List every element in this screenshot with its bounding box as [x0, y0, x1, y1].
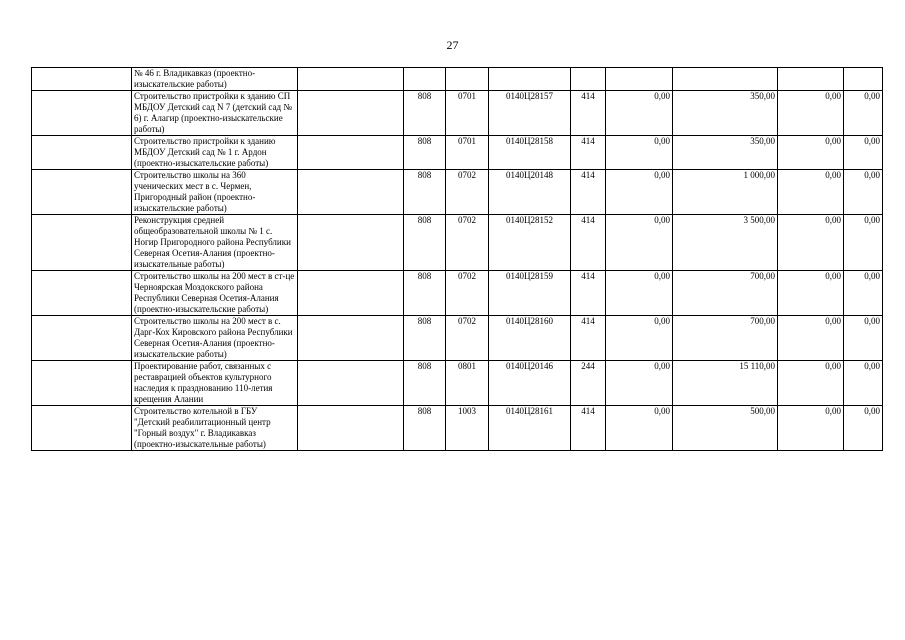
- cell-section-code: 0801: [446, 361, 489, 406]
- cell-section-code: [446, 68, 489, 91]
- cell-value-4: 0,00: [844, 271, 883, 316]
- cell-ministry-code: 808: [404, 316, 446, 361]
- cell-value-3: 0,00: [778, 215, 844, 271]
- cell-value-2: 350,00: [673, 136, 778, 170]
- cell-target-code: 0140Ц28158: [489, 136, 571, 170]
- cell-ministry-code: 808: [404, 406, 446, 451]
- cell-value-2: 700,00: [673, 316, 778, 361]
- cell-ministry-code: 808: [404, 136, 446, 170]
- cell-value-1: 0,00: [606, 271, 673, 316]
- cell-value-3: 0,00: [778, 316, 844, 361]
- cell-value-4: 0,00: [844, 316, 883, 361]
- cell-expense-type: [571, 68, 606, 91]
- cell-expense-type: 414: [571, 215, 606, 271]
- table-row: [32, 91, 883, 136]
- cell-value-2: 500,00: [673, 406, 778, 451]
- cell-expense-type: 414: [571, 406, 606, 451]
- cell-value-1: 0,00: [606, 406, 673, 451]
- table-row: [32, 316, 883, 361]
- empty-cell: [32, 361, 132, 406]
- empty-cell: [32, 406, 132, 451]
- table-row: [32, 68, 883, 91]
- cell-value-3: 0,00: [778, 136, 844, 170]
- cell-name: Реконструкция средней общеобразовательной школы № 1 с. Ногир Пригородного района Республики Северная Осетия-Алания (проектно-изыскательные работы): [132, 215, 298, 271]
- page-number: 27: [446, 38, 459, 52]
- cell-target-code: [489, 68, 571, 91]
- cell-name: Строительство пристройки к зданию СП МБДОУ Детский сад N 7 (детский сад № 6) г. Алагир (проектно-изыскательские работы): [132, 91, 298, 136]
- cell-value-4: [844, 68, 883, 91]
- cell-value-3: [778, 68, 844, 91]
- cell-target-code: 0140Ц28159: [489, 271, 571, 316]
- empty-cell: [298, 170, 404, 215]
- cell-expense-type: 414: [571, 136, 606, 170]
- cell-value-1: 0,00: [606, 316, 673, 361]
- empty-cell: [32, 91, 132, 136]
- cell-target-code: 0140Ц20146: [489, 361, 571, 406]
- empty-cell: [298, 406, 404, 451]
- empty-cell: [298, 68, 404, 91]
- empty-cell: [32, 170, 132, 215]
- empty-cell: [32, 271, 132, 316]
- cell-value-4: 0,00: [844, 406, 883, 451]
- cell-section-code: 0702: [446, 271, 489, 316]
- cell-name: Строительство школы на 360 ученических мест в с. Чермен, Пригородный район (проектно-изыскательские работы): [132, 170, 298, 215]
- empty-cell: [298, 361, 404, 406]
- cell-value-3: 0,00: [778, 361, 844, 406]
- cell-expense-type: 414: [571, 271, 606, 316]
- cell-section-code: 0701: [446, 136, 489, 170]
- cell-section-code: 0702: [446, 316, 489, 361]
- cell-value-2: 1 000,00: [673, 170, 778, 215]
- cell-ministry-code: 808: [404, 170, 446, 215]
- cell-value-2: 350,00: [673, 91, 778, 136]
- empty-cell: [298, 91, 404, 136]
- cell-target-code: 0140Ц28161: [489, 406, 571, 451]
- budget-table: [31, 67, 883, 451]
- cell-section-code: 0702: [446, 215, 489, 271]
- cell-name: Строительство школы на 200 мест в с. Дарг-Кох Кировского района Республики Северная Осетия-Алания (проектно-изыскательские работы): [132, 316, 298, 361]
- cell-value-3: 0,00: [778, 170, 844, 215]
- cell-expense-type: 244: [571, 361, 606, 406]
- empty-cell: [32, 316, 132, 361]
- cell-name: Строительство школы на 200 мест в ст-це Черноярская Моздокского района Республики Северная Осетия-Алания (проектно-изыскательские работы): [132, 271, 298, 316]
- cell-value-4: 0,00: [844, 361, 883, 406]
- cell-target-code: 0140Ц28157: [489, 91, 571, 136]
- cell-target-code: 0140Ц20148: [489, 170, 571, 215]
- cell-value-4: 0,00: [844, 170, 883, 215]
- empty-cell: [298, 271, 404, 316]
- cell-ministry-code: 808: [404, 271, 446, 316]
- cell-value-1: 0,00: [606, 91, 673, 136]
- cell-section-code: 0701: [446, 91, 489, 136]
- cell-value-3: 0,00: [778, 406, 844, 451]
- table-row: [32, 406, 883, 451]
- cell-name: № 46 г. Владикавказ (проектно-изыскательские работы): [132, 68, 298, 91]
- table-body: [32, 68, 883, 451]
- cell-ministry-code: 808: [404, 215, 446, 271]
- cell-name: Строительство пристройки к зданию МБДОУ Детский сад № 1 г. Ардон (проектно-изыскательские работы): [132, 136, 298, 170]
- cell-section-code: 1003: [446, 406, 489, 451]
- cell-value-4: 0,00: [844, 91, 883, 136]
- cell-value-1: 0,00: [606, 136, 673, 170]
- table-row: [32, 170, 883, 215]
- cell-value-1: 0,00: [606, 361, 673, 406]
- cell-expense-type: 414: [571, 170, 606, 215]
- empty-cell: [298, 316, 404, 361]
- cell-target-code: 0140Ц28152: [489, 215, 571, 271]
- cell-section-code: 0702: [446, 170, 489, 215]
- cell-ministry-code: 808: [404, 361, 446, 406]
- empty-cell: [32, 136, 132, 170]
- cell-value-3: 0,00: [778, 91, 844, 136]
- cell-value-1: [606, 68, 673, 91]
- cell-expense-type: 414: [571, 316, 606, 361]
- cell-value-2: 3 500,00: [673, 215, 778, 271]
- table-row: [32, 271, 883, 316]
- cell-value-4: 0,00: [844, 215, 883, 271]
- cell-value-2: 15 110,00: [673, 361, 778, 406]
- table-row: [32, 136, 883, 170]
- cell-name: Строительство котельной в ГБУ "Детский реабилитационный центр "Горный воздух" г. Владикавказ (проектно-изыскательные работы): [132, 406, 298, 451]
- empty-cell: [298, 136, 404, 170]
- table-row: [32, 361, 883, 406]
- cell-expense-type: 414: [571, 91, 606, 136]
- cell-value-2: 700,00: [673, 271, 778, 316]
- empty-cell: [32, 68, 132, 91]
- cell-value-3: 0,00: [778, 271, 844, 316]
- cell-name: Проектирование работ, связанных с реставрацией объектов культурного наследия к празднованию 110-летия крещения Алании: [132, 361, 298, 406]
- cell-value-4: 0,00: [844, 136, 883, 170]
- cell-ministry-code: [404, 68, 446, 91]
- empty-cell: [298, 215, 404, 271]
- table-row: [32, 215, 883, 271]
- cell-value-1: 0,00: [606, 170, 673, 215]
- cell-target-code: 0140Ц28160: [489, 316, 571, 361]
- cell-value-2: [673, 68, 778, 91]
- empty-cell: [32, 215, 132, 271]
- cell-value-1: 0,00: [606, 215, 673, 271]
- cell-ministry-code: 808: [404, 91, 446, 136]
